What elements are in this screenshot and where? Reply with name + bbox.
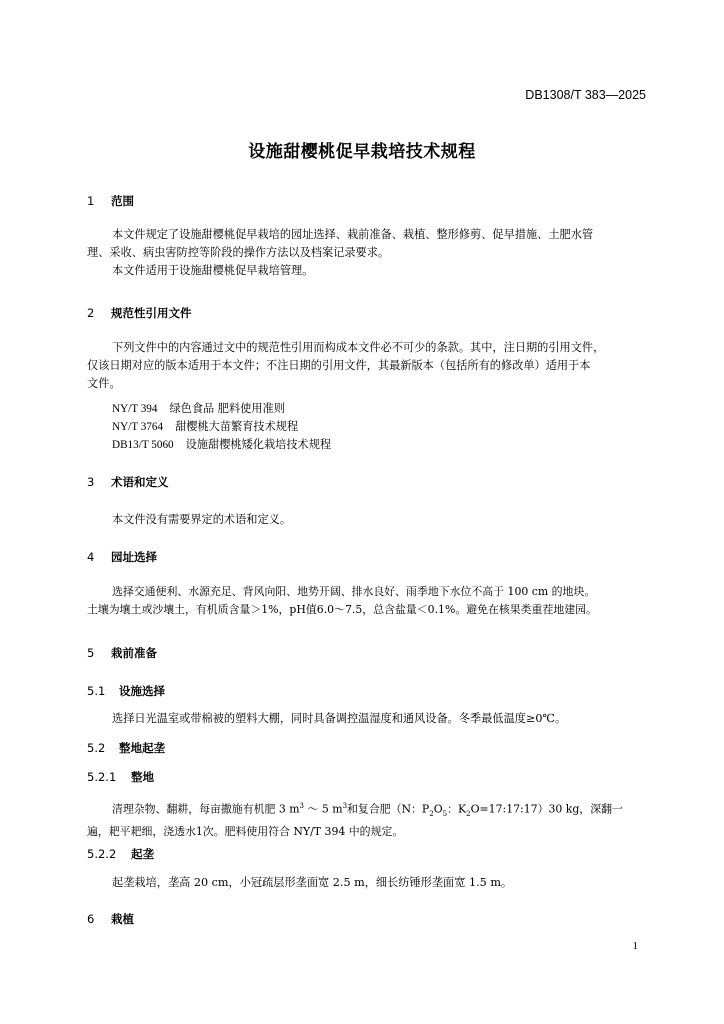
section-6-heading — [87, 911, 134, 927]
standard-number: DB1308/T 383—2025 — [525, 88, 646, 102]
text-line: 本文件规定了设施甜樱桃促早栽培的园址选择、栽前准备、栽植、整形修剪、促早措施、土肥水管 — [112, 228, 594, 241]
section-number: 5.2.2 — [87, 847, 117, 861]
page-number: 1 — [632, 940, 638, 952]
section-number: 5 — [87, 646, 95, 660]
section-number: 5.2.1 — [87, 770, 117, 784]
reference-item — [112, 418, 298, 434]
section-title: 园址选择 — [111, 550, 158, 564]
section-2-heading — [87, 305, 192, 321]
section-3-paragraph-1 — [87, 511, 657, 529]
text-line: 选择交通便利、水源充足、背风向阳、地势开阔、排水良好、雨季地下水位不高于 100 cm 的地块。 — [112, 585, 596, 598]
section-number: 4 — [87, 550, 95, 564]
section-number: 1 — [87, 194, 95, 208]
section-number: 6 — [87, 912, 95, 926]
reference-title: 设施甜樱桃矮化栽培技术规程 — [185, 438, 332, 451]
section-5-2-heading — [87, 740, 165, 756]
section-number: 5.2 — [87, 741, 106, 755]
reference-code: NY/T 3764 — [112, 421, 164, 433]
section-title: 设施选择 — [119, 684, 166, 698]
section-4-paragraph-1 — [87, 583, 657, 619]
section-title: 范围 — [111, 194, 135, 208]
text-line: 本文件适用于设施甜樱桃促早栽培管理。 — [112, 264, 314, 277]
text-line: 土壤为壤土或沙壤土，有机质含量＞1%，pH值6.0～7.5，总含盐量＜0.1%。避免在核果类重茬地建园。 — [87, 603, 597, 616]
section-5-2-2-paragraph-1 — [87, 874, 657, 892]
section-5-1-paragraph-1 — [87, 710, 657, 728]
text-line: 仅该日期对应的版本适用于本文件；不注日期的引用文件，其最新版本（包括所有的修改单）适用于本 — [87, 359, 591, 372]
reference-code: NY/T 394 — [112, 403, 158, 415]
section-4-heading — [87, 549, 157, 565]
section-5-2-2-heading — [87, 846, 154, 862]
text-line: 文件。 — [87, 377, 121, 390]
section-title: 起垄 — [131, 847, 155, 861]
reference-item — [112, 400, 285, 416]
section-5-heading — [87, 645, 157, 661]
section-title: 栽前准备 — [111, 646, 158, 660]
section-title: 栽植 — [111, 912, 135, 926]
section-2-paragraph-1 — [87, 339, 657, 393]
document-title: 设施甜樱桃促早栽培技术规程 — [248, 142, 476, 162]
section-title: 整地 — [131, 770, 155, 784]
text-line: 清理杂物、翻耕，每亩撒施有机肥 3 $m^3$ ～ 5 $m^3$和复合肥（N：$P_2O_5$：$K_2O=17:17:17)30$ kg，深翻一 — [112, 802, 623, 818]
reference-code: DB13/T 5060 — [112, 439, 174, 451]
text-line: 选择日光温室或带棉被的塑料大棚，同时具备调控温湿度和通风设备。冬季最低温度≥0℃。 — [112, 712, 567, 725]
text-line: 起垄栽培，垄高 20 cm，小冠疏层形垄面宽 2.5 m，细长纺锤形垄面宽 1.5 m。 — [112, 876, 513, 889]
section-title: 整地起垄 — [119, 741, 166, 755]
section-title: 术语和定义 — [111, 475, 169, 489]
text-line: 本文件没有需要界定的术语和定义。 — [112, 513, 292, 526]
text-line: 理、采收、病虫害防控等阶段的操作方法以及档案记录要求。 — [87, 246, 390, 259]
section-5-2-1-paragraph-1 — [87, 797, 657, 841]
section-title: 规范性引用文件 — [111, 306, 192, 320]
section-3-heading — [87, 474, 169, 490]
reference-title: 甜樱桃大苗繁育技术规程 — [175, 420, 299, 433]
text-line: 下列文件中的内容通过文中的规范性引用而构成本文件必不可少的条款。其中，注日期的引用文件， — [112, 341, 605, 354]
section-5-2-1-heading — [87, 769, 154, 785]
section-5-1-heading — [87, 683, 165, 699]
section-1-paragraph-1 — [87, 226, 657, 280]
reference-item — [112, 436, 331, 452]
section-number: 3 — [87, 475, 95, 489]
section-number: 2 — [87, 306, 95, 320]
text-line: 遍，耙平耙细，浇透水1次。肥料使用符合 NY/T 394 中的规定。 — [87, 824, 404, 838]
section-number: 5.1 — [87, 684, 106, 698]
reference-title: 绿色食品 肥料使用准则 — [169, 402, 285, 415]
section-1-heading — [87, 193, 134, 209]
